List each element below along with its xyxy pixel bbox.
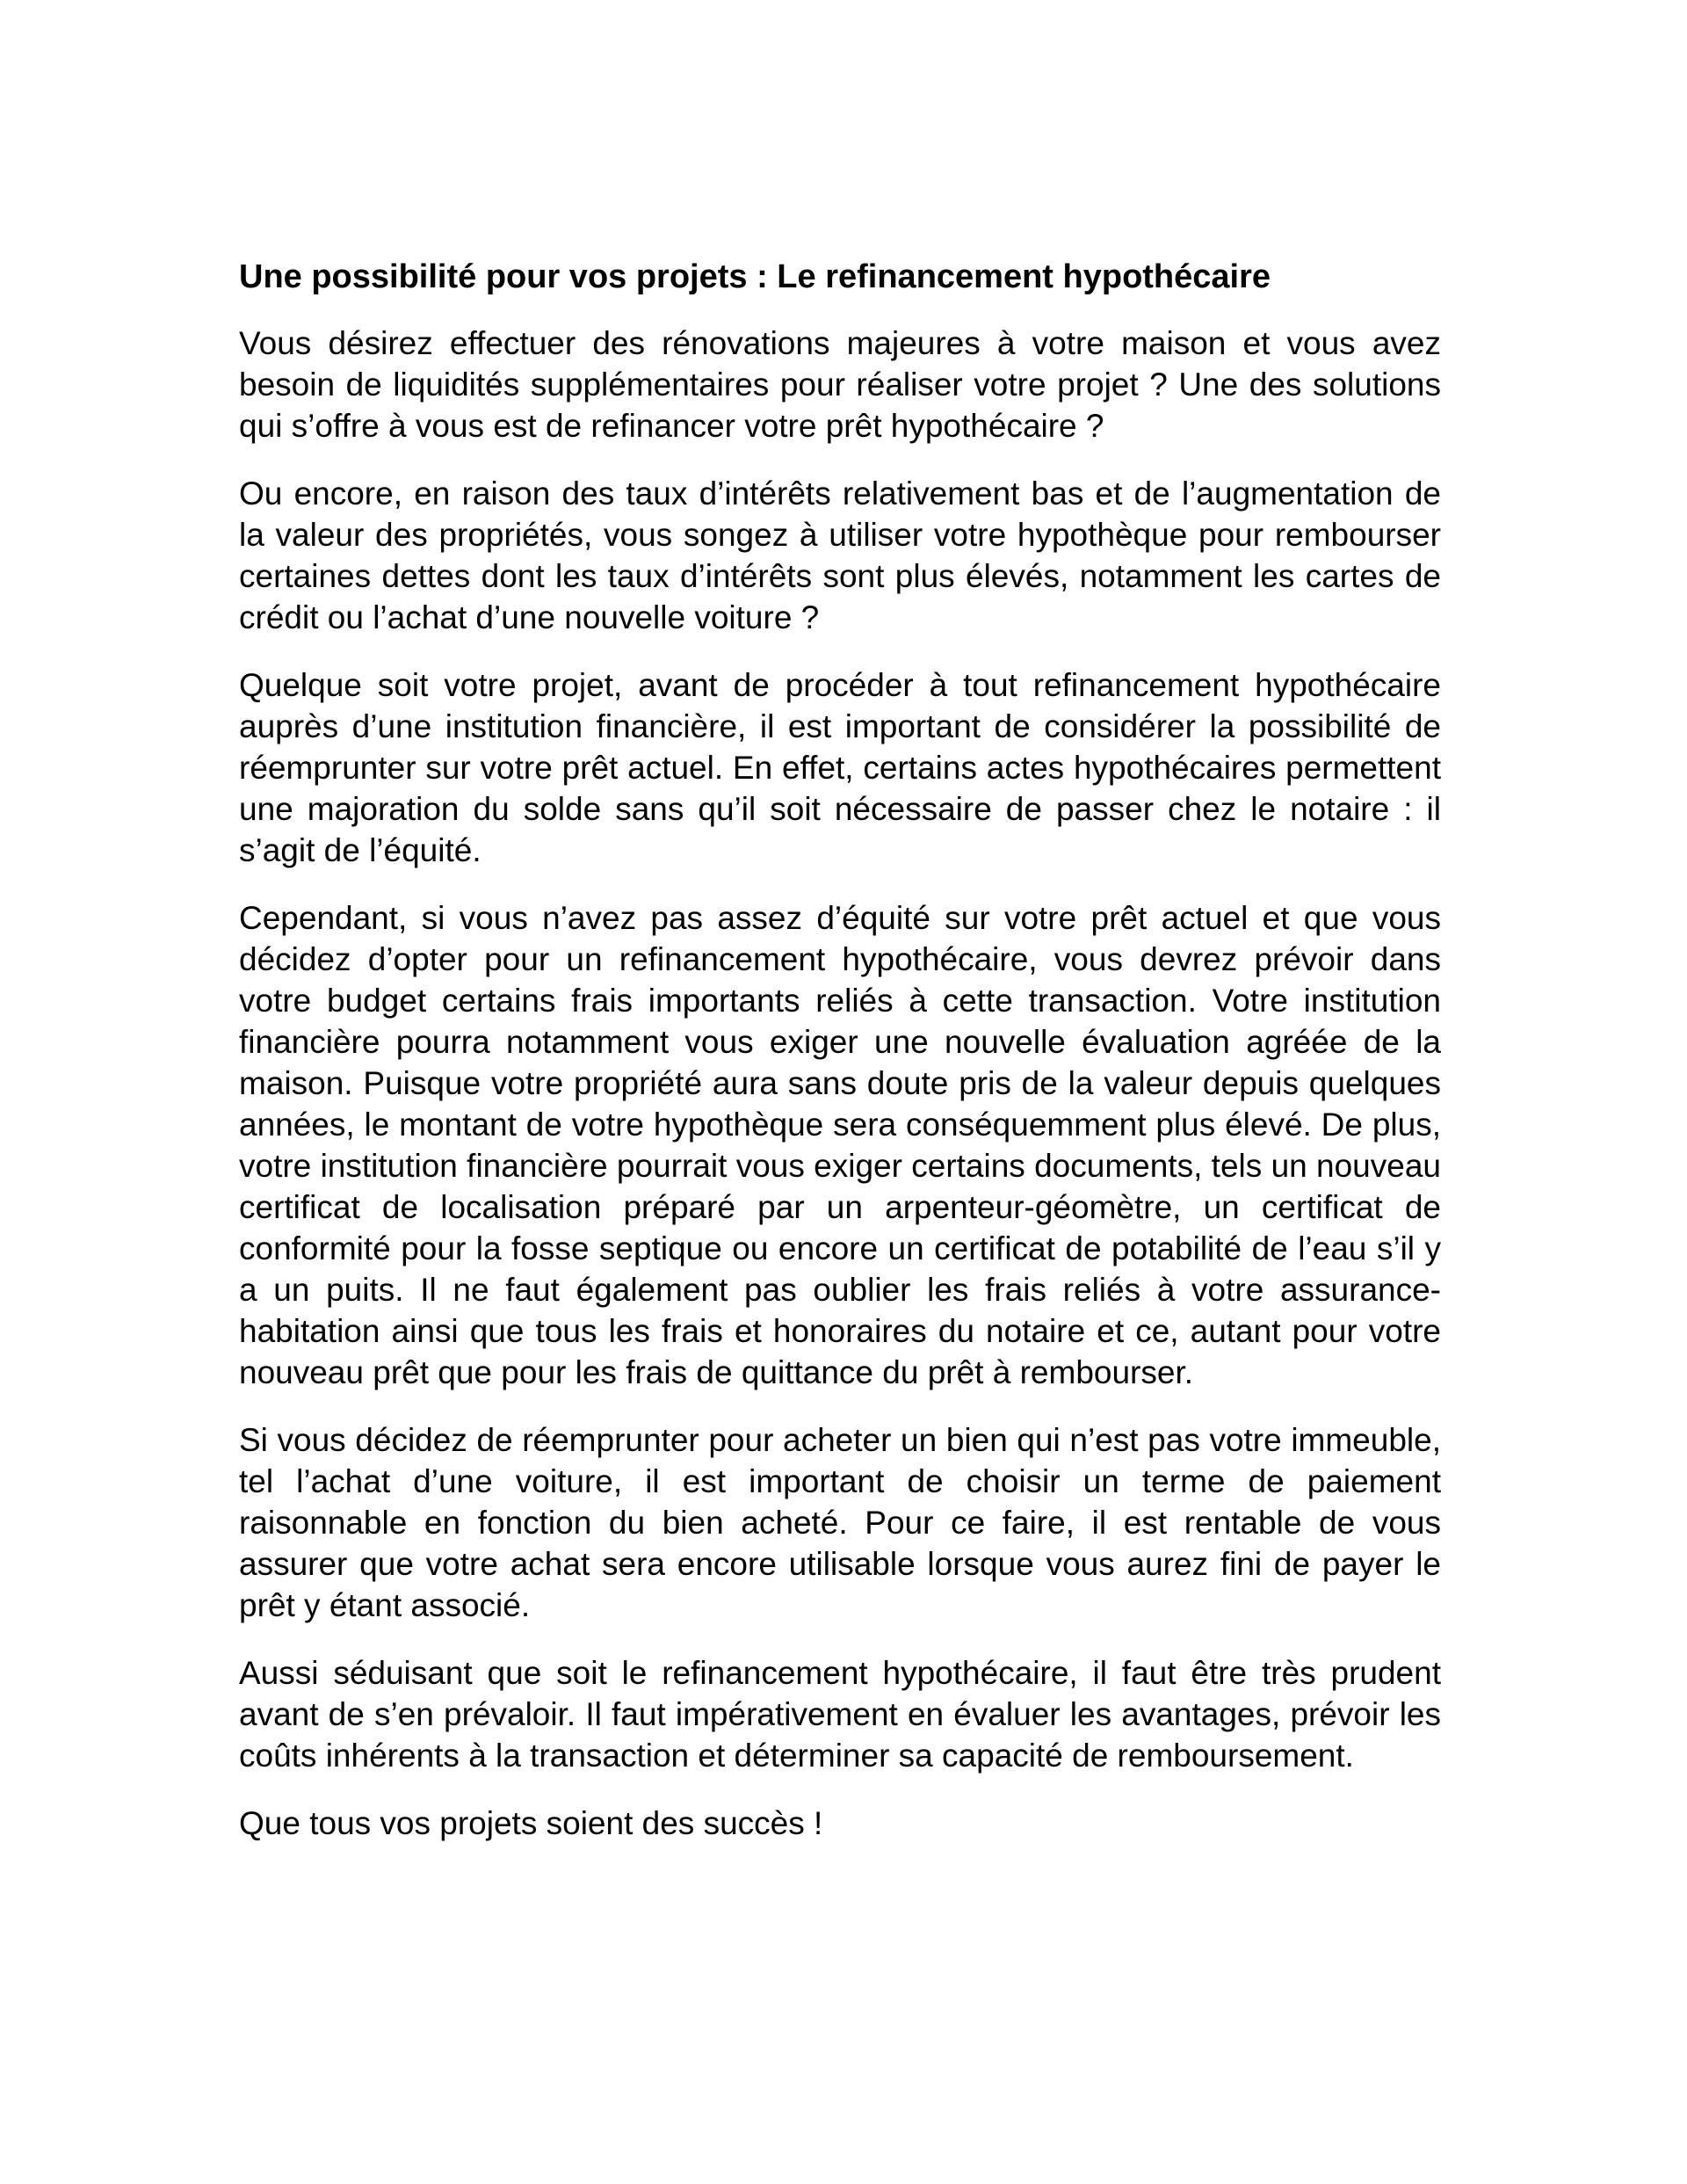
paragraph: Si vous décidez de réemprunter pour acheter un bien qui n’est pas votre immeuble, tel l’achat d’une voiture, il est important de choisir un terme de paiement raisonnable en fonction du bien acheté. Pour ce faire, il est rentable de vous assurer que votre achat sera encore utilisable lorsque vous aurez fini de payer le prêt y étant associé. xyxy=(239,1422,1441,1623)
document-title: Une possibilité pour vos projets : Le refinancement hypothécaire xyxy=(239,258,1271,295)
paragraph: Cependant, si vous n’avez pas assez d’équité sur votre prêt actuel et que vous décidez d’opter pour un refinancement hypothécaire, vous devrez prévoir dans votre budget certains frais importants reliés à cette transaction. Votre institution financière pourra notamment vous exiger une nouvelle évaluation agréée de la maison. Puisque votre propriété aura sans doute pris de la valeur depuis quelques années, le montant de votre hypothèque sera conséquemment plus élevé. De plus, votre institution financière pourrait vous exiger certains documents, tels un nouveau certificat de localisation préparé par un arpenteur-géomètre, un certificat de conformité pour la fosse septique ou encore un certificat de potabilité de l’eau s’il y a un puits. Il ne faut également pas oublier les frais reliés à votre assurance-habitation ainsi que tous les frais et honoraires du notaire et ce, autant pour votre nouveau prêt que pour les frais de quittance du prêt à rembourser. xyxy=(239,900,1441,1390)
paragraph: Que tous vos projets soient des succès ! xyxy=(239,1805,823,1841)
paragraph: Aussi séduisant que soit le refinancement hypothécaire, il faut être très prudent avant de s’en prévaloir. Il faut impérativement en évaluer les avantages, prévoir les coûts inhérents à la transaction et déterminer sa capacité de remboursement. xyxy=(239,1655,1441,1774)
paragraph: Quelque soit votre projet, avant de procéder à tout refinancement hypothécaire auprès d’une institution financière, il est important de considérer la possibilité de réemprunter sur votre prêt actuel. En effet, certains actes hypothécaires permettent une majoration du solde sans qu’il soit nécessaire de passer chez le notaire : il s’agit de l’équité. xyxy=(239,667,1441,868)
paragraph: Vous désirez effectuer des rénovations majeures à votre maison et vous avez besoin de liquidités supplémentaires pour réaliser votre projet ? Une des solutions qui s’offre à vous est de refinancer votre prêt hypothécaire ? xyxy=(239,325,1441,444)
paragraph: Ou encore, en raison des taux d’intérêts relativement bas et de l’augmentation de la valeur des propriétés, vous songez à utiliser votre hypothèque pour rembourser certaines dettes dont les taux d’intérêts sont plus élevés, notamment les cartes de crédit ou l’achat d’une nouvelle voiture ? xyxy=(239,475,1441,635)
document-page xyxy=(239,257,1441,1844)
